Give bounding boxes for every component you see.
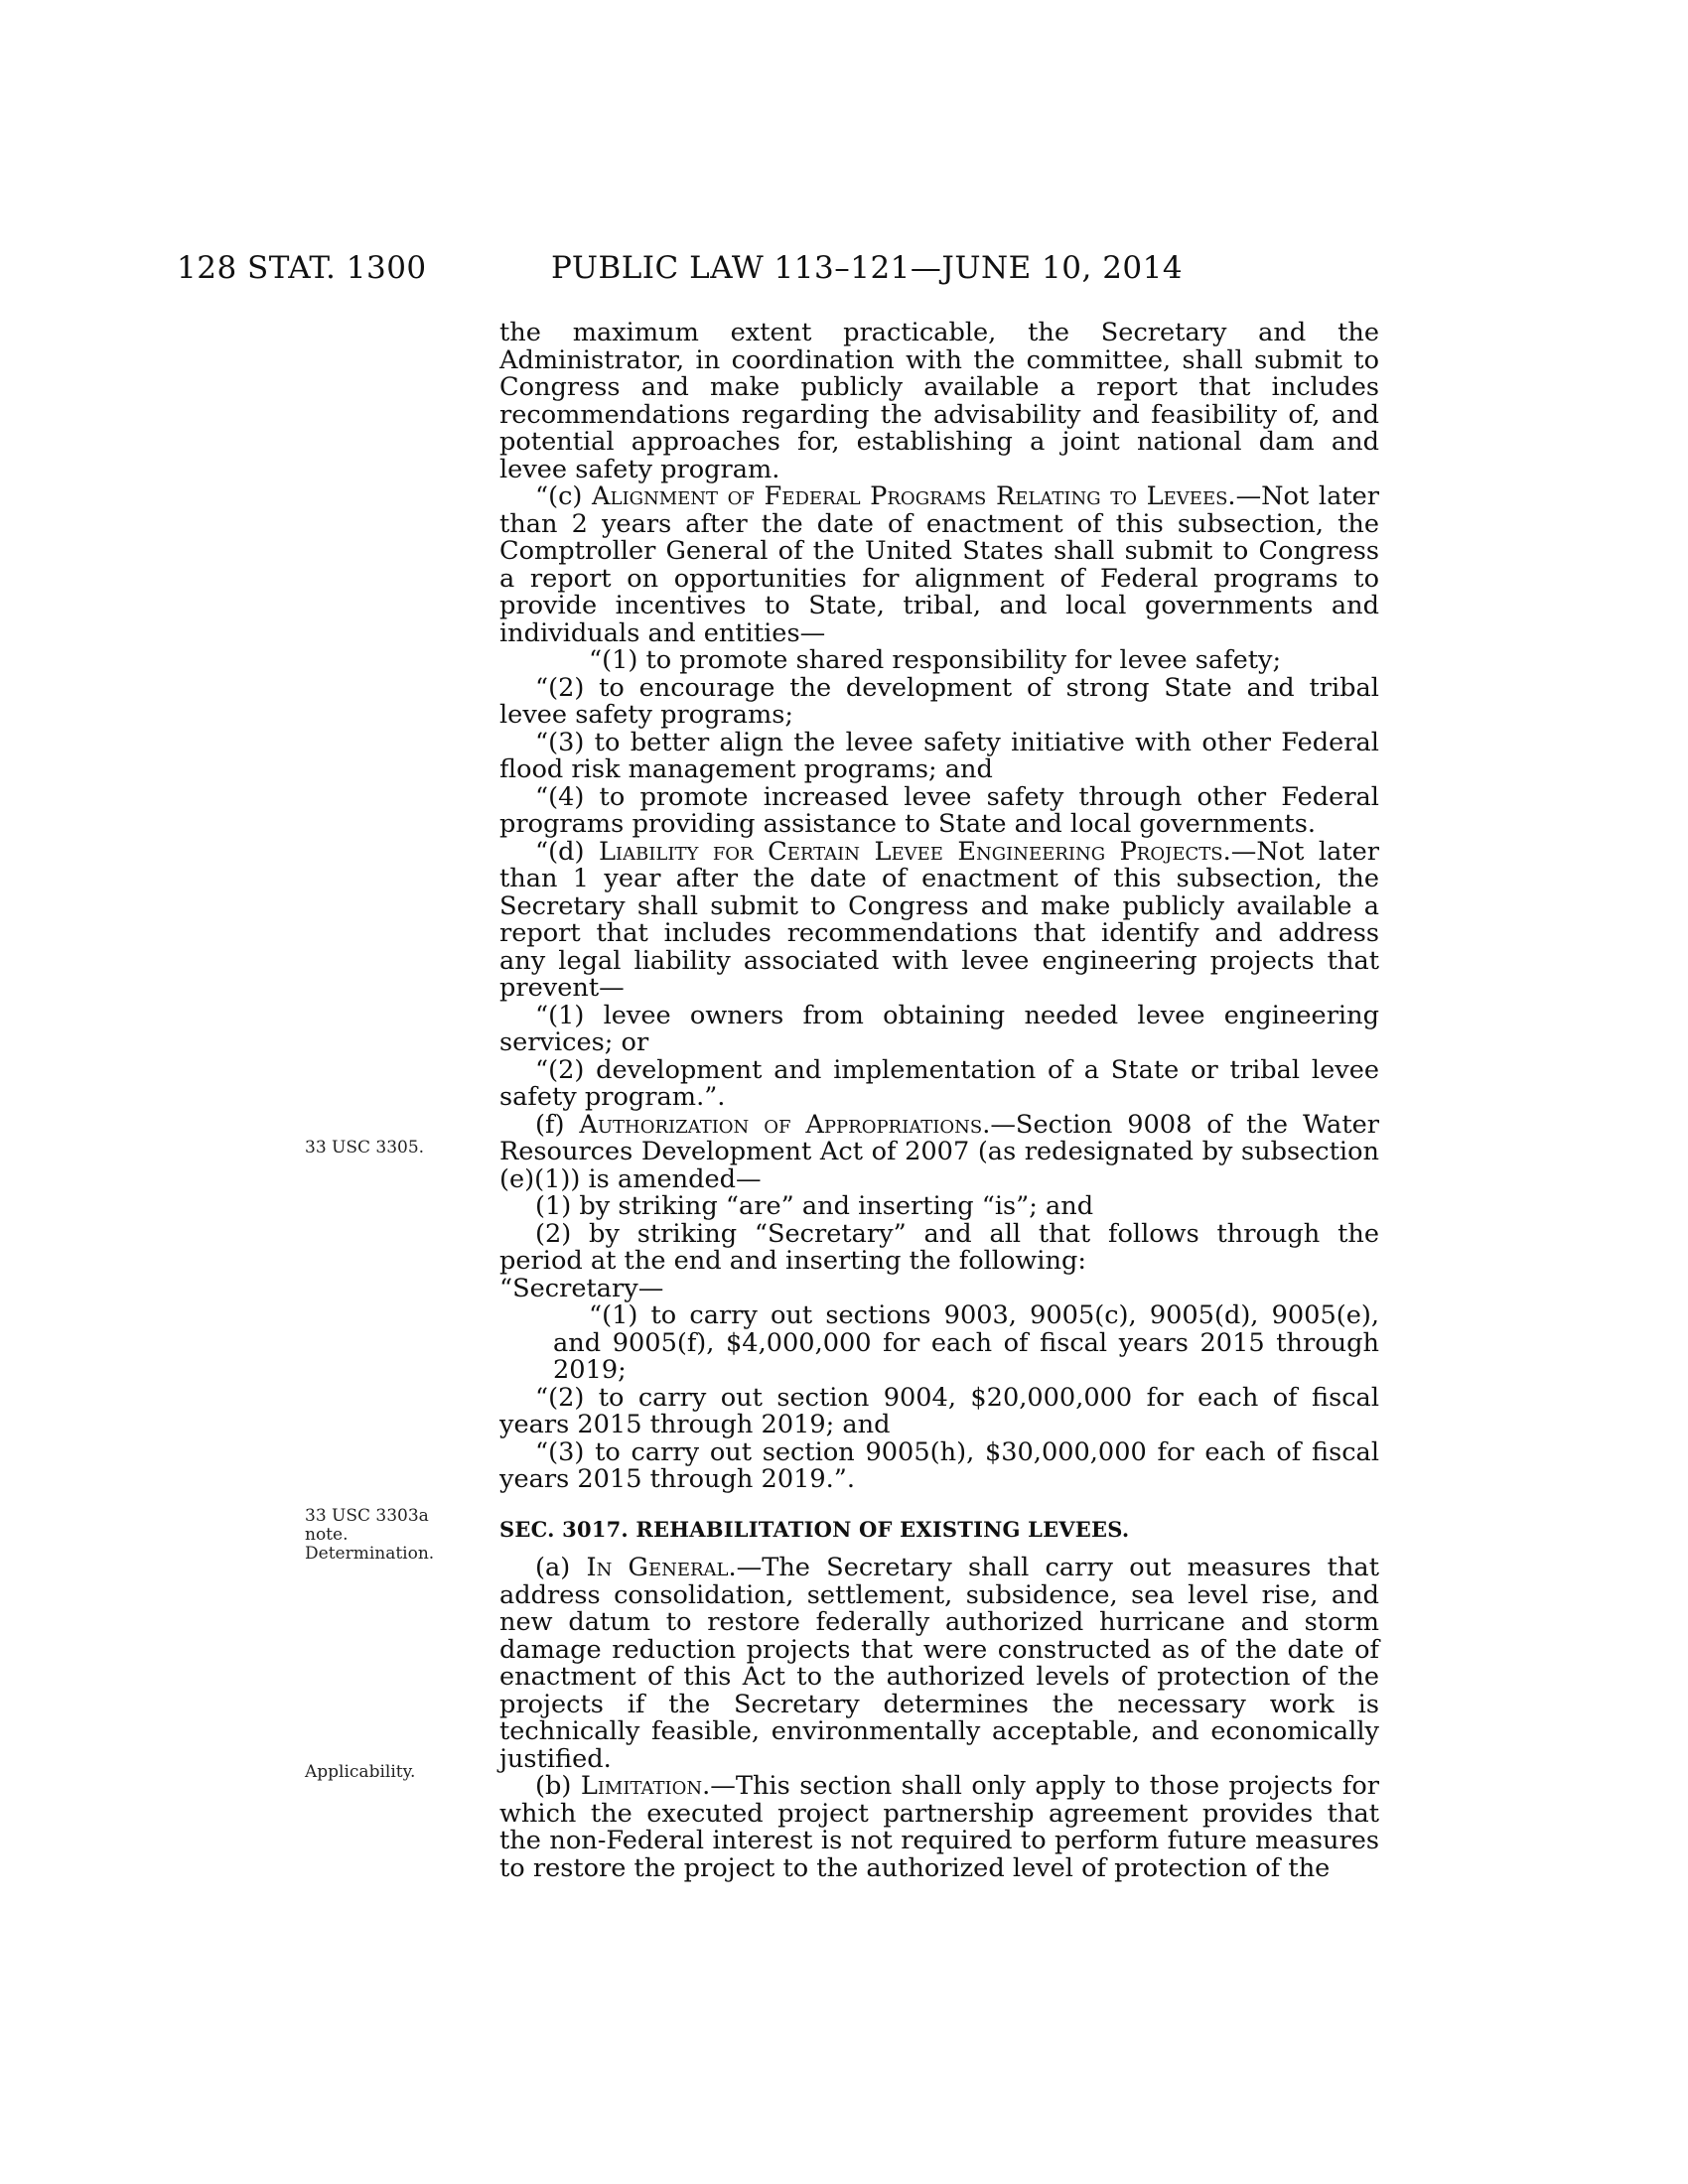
list-item-s3: “(3) to carry out section 9005(h), $30,000,000 for each of fiscal years 2015 through 2019.”. xyxy=(499,1436,1379,1494)
subsection-d-heading: Liability for Certain Levee Engineering Projects. xyxy=(598,836,1231,867)
subsection-f-lead: (f) xyxy=(535,1109,580,1140)
statute-page-number: 128 STAT. 1300 xyxy=(177,250,427,286)
subsection-b xyxy=(499,1773,1379,1882)
subsection-c-lead: “(c) xyxy=(535,481,593,511)
document-body xyxy=(499,320,1379,1882)
subsection-b-text: —This section shall only apply to those projects for which the executed project partnership agreement provides that the non-Federal interest is not required to perform future measures to restore the project to the authorized level of protection of the xyxy=(499,1771,1379,1883)
page-header xyxy=(0,250,1688,290)
running-title: PUBLIC LAW 113–121—JUNE 10, 2014 xyxy=(551,250,1184,286)
subsection-c-text: —Not later than 2 years after the date of enactment of this subsection, the Comptroller General of the United States shall submit to Congress a report on opportunities for alignment of Federal programs to provide incentives to State, tribal, and local governments and individuals and entities— xyxy=(499,481,1379,648)
subsection-d-lead: “(d) xyxy=(535,836,599,867)
list-item-f1: (1) by striking “are” and inserting “is”; and xyxy=(535,1191,1094,1221)
inserted-text-secretary: “Secretary— xyxy=(499,1273,664,1303)
margin-note-line: note. xyxy=(305,1525,349,1545)
subsection-a-heading: In General. xyxy=(586,1553,737,1582)
subsection-d-text: —Not later than 1 year after the date of enactment of this subsection, the Secretary shall submit to Congress and make publicly available a report that includes recommendations that identify and address any legal liability associated with levee engineering projects that prevent— xyxy=(499,836,1380,1003)
list-item-d1: “(1) levee owners from obtaining needed levee engineering services; or xyxy=(499,1000,1379,1057)
list-item-f2: (2) by striking “Secretary” and all that follows through the period at the end and inserting the following: xyxy=(499,1218,1379,1276)
subsection-a-text: —The Secretary shall carry out measures that address consolidation, settlement, subsidence, sea level rise, and new datum to restore federally authorized hurricane and storm damage reduction projects that were constructed as of the date of enactment of this Act to the authorized levels of protection of the projects if the Secretary determines the necessary work is technically feasible, environmentally acceptable, and economically justified. xyxy=(499,1553,1379,1774)
subsection-f-heading: Authorization of Appropriations. xyxy=(579,1109,991,1140)
subsection-b-lead: (b) xyxy=(535,1771,581,1801)
subsection-b-heading: Limitation. xyxy=(580,1771,711,1801)
margin-note-line: 33 USC 3303a xyxy=(305,1506,429,1526)
list-item-d2: “(2) development and implementation of a State or tribal levee safety program.”. xyxy=(499,1054,1379,1112)
subsection-c-heading: Alignment of Federal Programs Relating to Levees. xyxy=(592,481,1236,511)
list-item-c1: “(1) to promote shared responsibility for levee safety; xyxy=(589,645,1282,675)
paragraph-continuation: the maximum extent practicable, the Secretary and the Administrator, in coordination with the committee, shall submit to Congress and make publicly available a report that includes recommendations regarding the advisability and feasibility of, and potential approaches for, establishing a joint national dam and levee safety program. xyxy=(499,318,1379,484)
margin-note-applicability: Applicability. xyxy=(305,1762,416,1782)
section-heading: SEC. 3017. REHABILITATION OF EXISTING LEVEES. xyxy=(499,1516,1130,1542)
subsection-a xyxy=(499,1555,1379,1773)
subsection-a-lead: (a) xyxy=(535,1553,587,1582)
list-item-s2: “(2) to carry out section 9004, $20,000,000 for each of fiscal years 2015 through 2019; and xyxy=(499,1382,1379,1439)
list-item-s1: “(1) to carry out sections 9003, 9005(c), 9005(d), 9005(e), and 9005(f), $4,000,000 for each of fiscal years 2015 through 2019; xyxy=(553,1300,1379,1385)
subsection-d xyxy=(499,836,1380,1003)
subsection-c xyxy=(499,483,1379,647)
margin-note-usc-3303a xyxy=(305,1507,434,1564)
list-item-c2: “(2) to encourage the development of strong State and tribal levee safety programs; xyxy=(499,672,1379,730)
margin-note-usc-3305: 33 USC 3305. xyxy=(305,1138,425,1158)
subsection-f-text: —Section 9008 of the Water Resources Development Act of 2007 (as redesignated by subsection (e)(1)) is amended— xyxy=(499,1109,1379,1194)
list-item-c3: “(3) to better align the levee safety initiative with other Federal flood risk management programs; and xyxy=(499,727,1379,784)
subsection-f xyxy=(499,1109,1379,1194)
list-item-c4: “(4) to promote increased levee safety through other Federal programs providing assistance to State and local governments. xyxy=(499,781,1379,839)
margin-note-line: Determination. xyxy=(305,1544,435,1564)
